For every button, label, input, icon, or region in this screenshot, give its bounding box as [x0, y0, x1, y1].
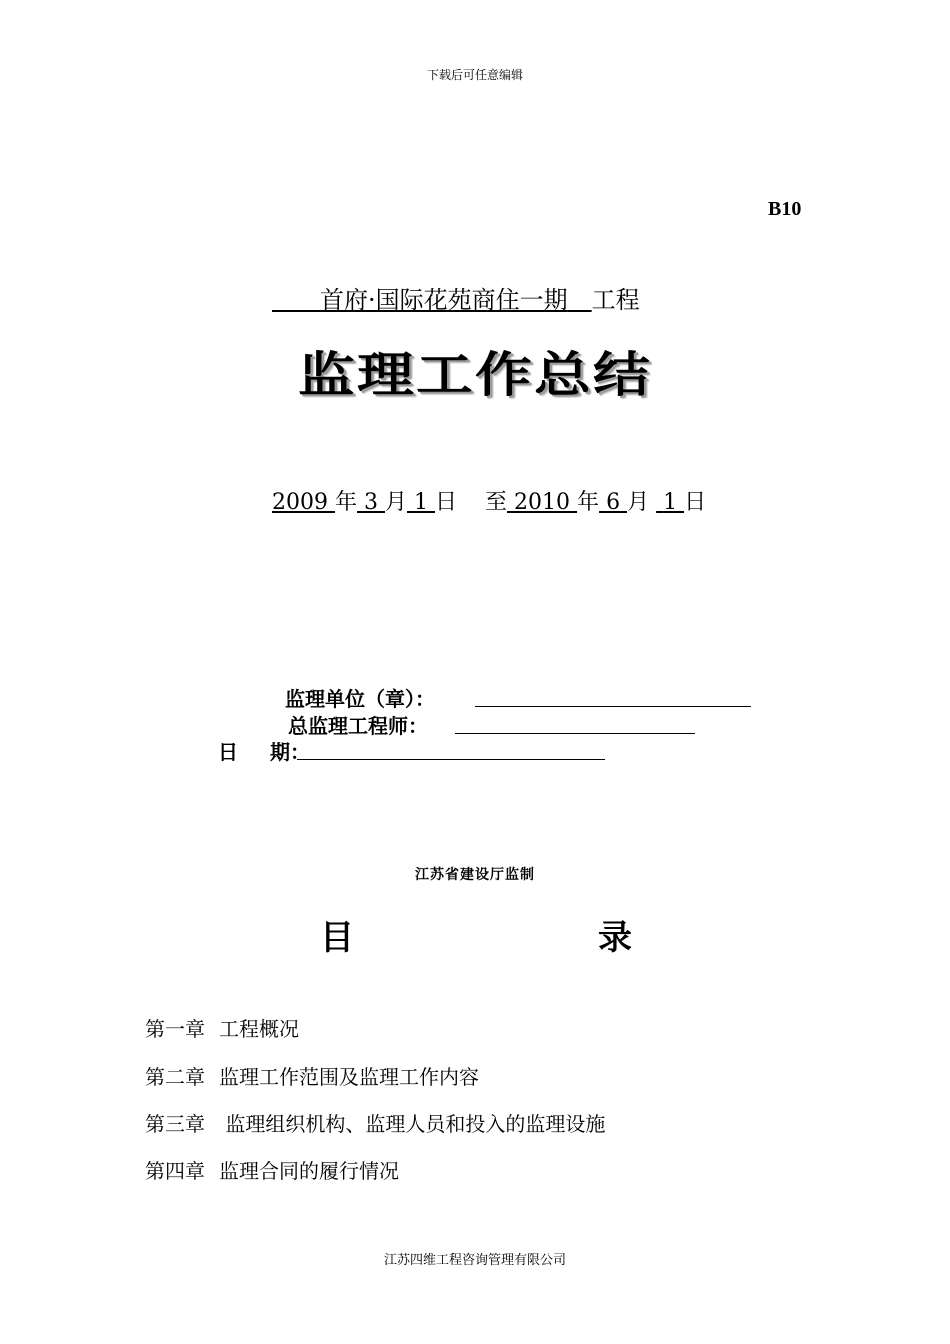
start-day: 1 — [414, 490, 429, 515]
project-line — [272, 280, 640, 315]
end-year: 2010 — [514, 490, 571, 515]
toc-item: 第三章 监理组织机构、监理人员和投入的监理设施 — [145, 1112, 606, 1136]
project-suffix: 工程 — [591, 286, 640, 314]
start-year: 2009 — [272, 490, 328, 515]
issuer: 江苏省建设厅监制 — [415, 867, 535, 883]
month-char: 月 — [627, 490, 650, 515]
to-char: 至 — [485, 490, 508, 515]
month-char: 月 — [385, 490, 408, 515]
document-title: 监理工作总结 — [297, 347, 652, 403]
toc-heading-1: 目 — [320, 918, 354, 958]
date-label: 日 期： — [218, 740, 310, 764]
end-month: 6 — [606, 490, 621, 515]
toc-item: 第二章 监理工作范围及监理工作内容 — [145, 1065, 479, 1089]
end-day: 1 — [663, 490, 678, 515]
toc-item: 第四章 监理合同的履行情况 — [145, 1159, 399, 1183]
project-name: 首府·国际花苑商住一期 — [320, 286, 568, 314]
toc-heading-2: 录 — [598, 918, 632, 958]
chief-engineer-line — [455, 733, 695, 734]
day-char: 日 — [435, 490, 458, 515]
period-line — [272, 485, 706, 516]
year-char: 年 — [577, 490, 600, 515]
toc-item: 第一章 工程概况 — [145, 1017, 299, 1041]
header-note: 下载后可任意编辑 — [426, 68, 523, 82]
supervision-unit-line — [475, 706, 751, 707]
year-char: 年 — [335, 490, 358, 515]
date-line — [297, 759, 605, 760]
start-month: 3 — [364, 490, 379, 515]
supervision-unit-label: 监理单位（章）： — [285, 687, 435, 711]
form-code: B10 — [768, 198, 802, 220]
footer-company: 江苏四维工程咨询管理有限公司 — [383, 1253, 566, 1268]
day-char: 日 — [684, 490, 707, 515]
chief-engineer-label: 总监理工程师： — [288, 714, 428, 738]
